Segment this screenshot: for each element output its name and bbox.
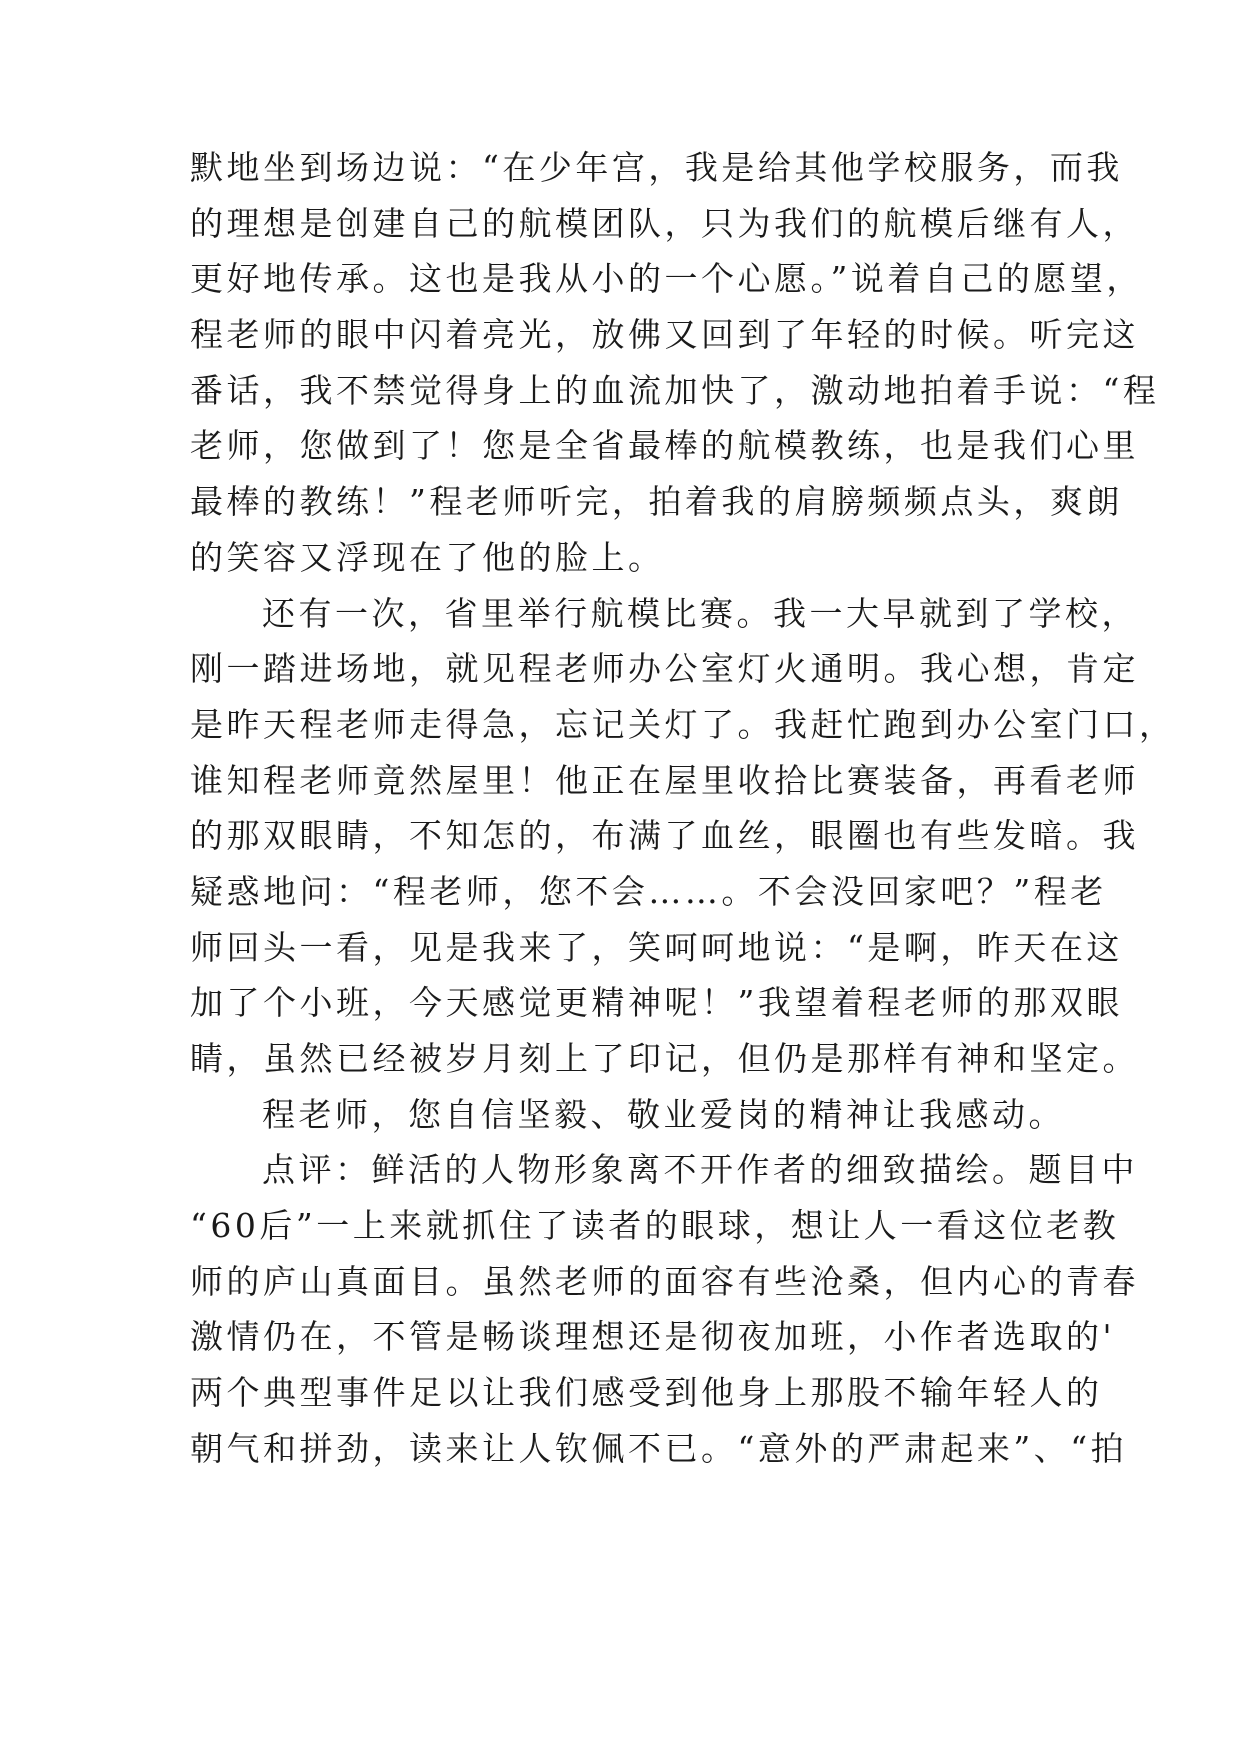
text-line: 朝气和拼劲，读来让人钦佩不已。“意外的严肃起来”、“拍: [190, 1428, 1128, 1468]
paragraph-start-line: 程老师，您自信坚毅、敬业爱岗的精神让我感动。: [262, 1094, 1065, 1134]
text-line: 是昨天程老师走得急，忘记关灯了。我赶忙跑到办公室门口，: [190, 704, 1176, 744]
text-line: 睛，虽然已经被岁月刻上了印记，但仍是那样有神和坚定。: [190, 1039, 1139, 1078]
text-line: 谁知程老师竟然屋里！他正在屋里收拾比赛装备，再看老师: [190, 760, 1139, 800]
text-line: 最棒的教练！”程老师听完，拍着我的肩膀频频点头，爽朗: [190, 482, 1123, 522]
text-line: 两个典型事件足以让我们感受到他身上那股不输年轻人的: [190, 1373, 1103, 1413]
text-line: 激情仍在，不管是畅谈理想还是彻夜加班，小作者选取的': [190, 1317, 1116, 1357]
text-line: 师的庐山真面目。虽然老师的面容有些沧桑，但内心的青春: [190, 1261, 1139, 1301]
paragraph-start-line: 还有一次，省里举行航模比赛。我一大早就到了学校，: [262, 593, 1138, 633]
text-line: 的那双眼睛，不知怎的，布满了血丝，眼圈也有些发暗。我: [190, 816, 1139, 856]
comment-start-line: 点评：鲜活的人物形象离不开作者的细致描绘。题目中: [262, 1150, 1138, 1190]
text-line: 程老师的眼中闪着亮光，放佛又回到了年轻的时候。听完这: [190, 315, 1139, 355]
article-body: [190, 140, 1176, 1477]
text-line: 的理想是创建自己的航模团队，只为我们的航模后继有人，: [190, 203, 1139, 243]
text-line: “60后”一上来就抓住了读者的眼球，想让人一看这位老教: [190, 1206, 1120, 1246]
text-line: 老师，您做到了！您是全省最棒的航模教练，也是我们心里: [190, 426, 1139, 466]
text-line: 更好地传承。这也是我从小的一个心愿。”说着自己的愿望，: [190, 259, 1143, 299]
text-line: 番话，我不禁觉得身上的血流加快了，激动地拍着手说：“程: [190, 370, 1160, 410]
text-line: 的笑容又浮现在了他的脸上。: [190, 537, 665, 577]
text-line: 默地坐到场边说：“在少年宫，我是给其他学校服务，而我: [190, 148, 1123, 187]
text-line: 加了个小班，今天感觉更精神呢！”我望着程老师的那双眼: [190, 983, 1123, 1023]
text-line: 疑惑地问：“程老师，您不会……。不会没回家吧？”程老: [190, 871, 1107, 911]
text-line: 师回头一看，见是我来了，笑呵呵地说：“是啊，昨天在这: [190, 927, 1123, 967]
text-line: 刚一踏进场地，就见程老师办公室灯火通明。我心想，肯定: [190, 649, 1139, 689]
